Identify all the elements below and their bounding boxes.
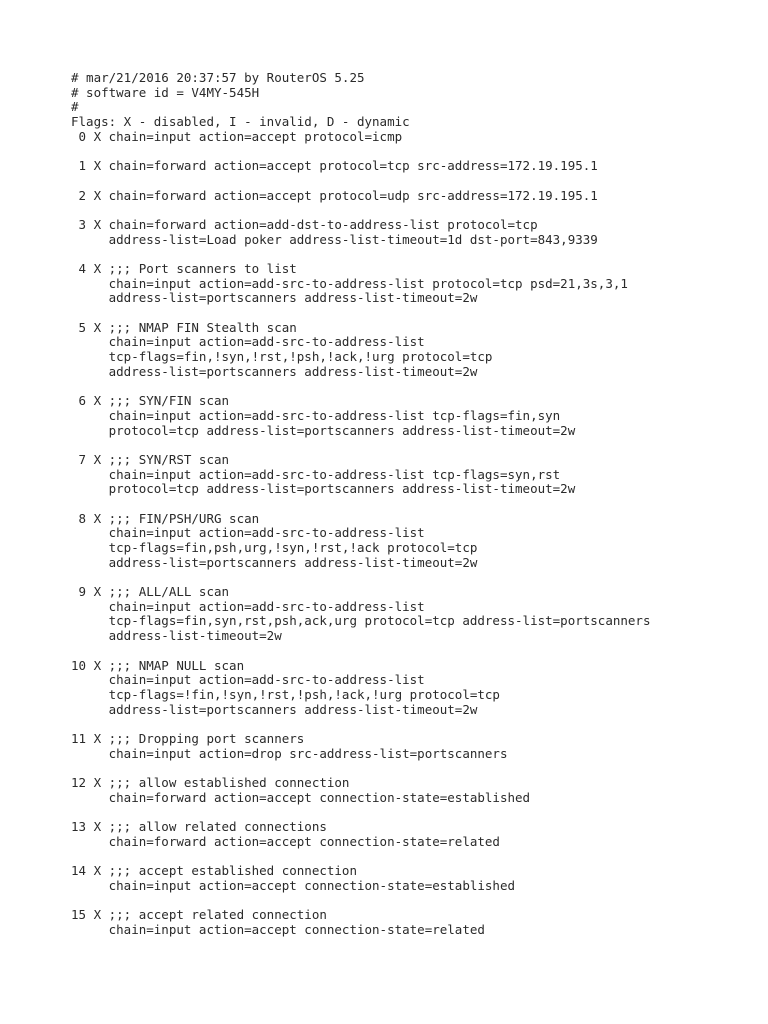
text-line: 1 X chain=forward action=accept protocol=tcp src-address=172.19.195.1 (71, 158, 598, 174)
text-line: protocol=tcp address-list=portscanners address-list-timeout=2w (71, 422, 576, 438)
text-line: 4 X ;;; Port scanners to list (71, 260, 297, 276)
text-line: 13 X ;;; allow related connections (71, 819, 327, 835)
text-line: # mar/21/2016 20:37:57 by RouterOS 5.25 (71, 70, 365, 85)
text-line (71, 894, 751, 909)
text-line (71, 144, 751, 159)
text-line: 0 X chain=input action=accept protocol=icmp (71, 128, 403, 144)
text-line: tcp-flags=fin,syn,rst,psh,ack,urg protocol=tcp address-list=portscanners (71, 613, 651, 629)
text-line: 8 X ;;; FIN/PSH/URG scan (71, 510, 260, 526)
text-line (71, 849, 751, 864)
text-line: address-list=portscanners address-list-timeout=2w (71, 290, 478, 306)
text-line: chain=input action=add-src-to-address-list tcp-flags=syn,rst (71, 466, 561, 482)
text-line (71, 174, 751, 189)
text-line: chain=input action=drop src-address-list=portscanners (71, 745, 508, 761)
text-line: address-list=portscanners address-list-timeout=2w (71, 363, 478, 379)
text-line: 3 X chain=forward action=add-dst-to-address-list protocol=tcp (71, 216, 538, 232)
text-line: 5 X ;;; NMAP FIN Stealth scan (71, 319, 297, 335)
text-line: tcp-flags=fin,psh,urg,!syn,!rst,!ack protocol=tcp (71, 540, 478, 555)
text-line: 6 X ;;; SYN/FIN scan (71, 393, 230, 409)
text-line: 11 X ;;; Dropping port scanners (71, 730, 305, 746)
text-line: address-list=portscanners address-list-timeout=2w (71, 554, 478, 570)
text-line: address-list=Load poker address-list-timeout=1d dst-port=843,9339 (71, 231, 598, 247)
text-line: # software id = V4MY-545H (71, 84, 260, 100)
text-line: # (71, 99, 79, 115)
document-page (71, 71, 751, 938)
text-line: chain=input action=accept connection-state=related (71, 921, 485, 937)
text-line: chain=forward action=accept connection-state=established (71, 789, 531, 805)
text-line (71, 247, 751, 262)
text-line (71, 438, 751, 453)
text-line: chain=input action=accept connection-state=established (71, 877, 516, 893)
text-line: 15 X ;;; accept related connection (71, 907, 327, 923)
text-line (71, 717, 751, 732)
text-line (71, 761, 751, 776)
text-line (71, 570, 751, 585)
text-line (71, 805, 751, 820)
text-line: Flags: X - disabled, I - invalid, D - dynamic (71, 114, 410, 130)
text-line: 7 X ;;; SYN/RST scan (71, 451, 230, 467)
text-line: chain=forward action=accept connection-state=related (71, 833, 500, 849)
text-line (71, 644, 751, 659)
text-line: address-list-timeout=2w (71, 628, 282, 644)
text-line: 12 X ;;; allow established connection (71, 775, 350, 790)
text-line: chain=input action=add-src-to-address-list (71, 598, 425, 614)
text-line: 14 X ;;; accept established connection (71, 863, 357, 879)
text-line (71, 306, 751, 321)
text-line (71, 203, 751, 218)
text-line: 9 X ;;; ALL/ALL scan (71, 584, 230, 600)
text-line (71, 497, 751, 512)
text-line: chain=input action=add-src-to-address-list protocol=tcp psd=21,3s,3,1 (71, 275, 628, 291)
text-line: protocol=tcp address-list=portscanners address-list-timeout=2w (71, 481, 576, 497)
text-line: chain=input action=add-src-to-address-list (71, 525, 425, 541)
text-line: chain=input action=add-src-to-address-list (71, 672, 425, 688)
text-line: chain=input action=add-src-to-address-list (71, 334, 425, 350)
text-line: tcp-flags=fin,!syn,!rst,!psh,!ack,!urg protocol=tcp (71, 349, 493, 365)
text-line: chain=input action=add-src-to-address-list tcp-flags=fin,syn (71, 407, 561, 423)
text-line: 10 X ;;; NMAP NULL scan (71, 657, 245, 673)
text-line: 2 X chain=forward action=accept protocol=udp src-address=172.19.195.1 (71, 187, 598, 203)
text-line (71, 379, 751, 394)
text-line: address-list=portscanners address-list-timeout=2w (71, 701, 478, 717)
text-line: tcp-flags=!fin,!syn,!rst,!psh,!ack,!urg protocol=tcp (71, 686, 500, 702)
